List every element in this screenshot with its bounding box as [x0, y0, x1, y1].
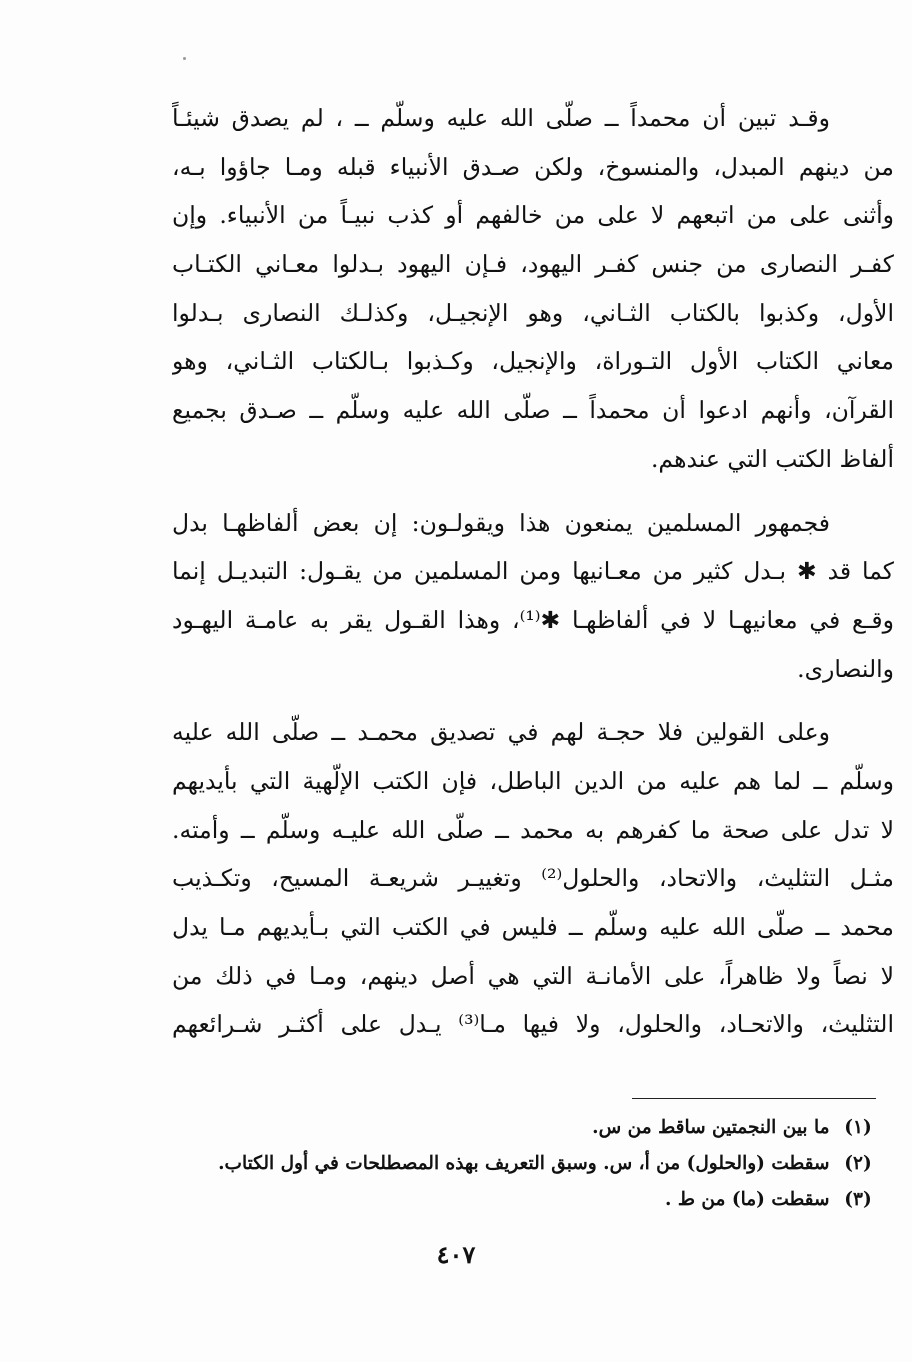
- text-line: وقـع في معانيهـا لا في ألفاظهـا ✱⁽¹⁾، وهذا القـول يقر به عامـة اليهـود: [172, 605, 894, 634]
- text-line: والنصارى.: [797, 654, 894, 683]
- text-line: ألفاظ الكتب التي عندهم.: [650, 444, 894, 473]
- paragraph-2-continued: [172, 547, 894, 693]
- text-line: من دينهم المبدل، والمنسوخ، ولكن صـدق الأنبياء قبله ومـا جاؤوا بـه،: [172, 152, 894, 181]
- text-line: لا تدل على صحة ما كفرهم به محمد ــ صلّى الله عليـه وسلّم ــ وأمته.: [172, 815, 894, 844]
- footnote-number: (٣): [844, 1189, 872, 1210]
- text-line: معاني الكتاب الأول التـوراة، والإنجيل، وكـذبوا بـالكتاب الثـاني، وهو: [172, 347, 894, 376]
- text-line: وسلّم ــ لما هم عليه من الدين الباطل، فإن الكتب الإلّهية التي بأيديهم: [172, 766, 894, 795]
- text-line: لا نصاً ولا ظاهراً، على الأمانـة التي هي أصل دينهم، ومـا في ذلك من: [172, 961, 894, 990]
- footnote-number: (١): [844, 1117, 872, 1138]
- text-line: القرآن، وأنهم ادعوا أن محمداً ــ صلّى الله عليه وسلّم ــ صـدق بجميع: [172, 396, 894, 425]
- text-line: الأول، وكذبوا بالكتاب الثـاني، وهو الإنجيـل، وكذلـك النصارى بـدلوا: [172, 298, 894, 327]
- paragraph-1: [172, 94, 894, 143]
- text-line: كما قد ✱ بـدل كثير من معـانيها ومن المسلمين من يقـول: التبديـل إنما: [172, 557, 894, 586]
- footnote: [172, 1182, 880, 1218]
- footnote-number: (٢): [844, 1153, 872, 1174]
- text-line: وأثنى على من اتبعهم لا على من خالفهم أو كذب نبيـاً من الأنبياء. وإن: [172, 201, 894, 230]
- footnote-text: سقطت (والحلول) من أ، س. وسبق التعريف بهذه المصطلحات في أول الكتاب.: [218, 1153, 830, 1174]
- main-text: [172, 94, 894, 1049]
- text-line: التثليث، والاتحـاد، والحلول، ولا فيها مـا⁽³⁾ يـدل على أكثـر شـرائعهم: [172, 1010, 894, 1039]
- paper-speck: [183, 57, 186, 60]
- text-line: كفـر النصارى من جنس كفـر اليهود، فـإن اليهود بـدلوا معـاني الكتـاب: [172, 250, 894, 279]
- text-line: وعلى القولين فلا حجـة لهم في تصديق محمـد ــ صلّى الله عليه: [172, 718, 830, 747]
- footnote: [172, 1146, 880, 1182]
- footnote-text: سقطت (ما) من ط .: [664, 1189, 830, 1210]
- text-line: محمد ــ صلّى الله عليه وسلّم ــ فليس في الكتب التي بـأيديهم مـا يدل: [172, 913, 894, 941]
- paragraph-1-continued: [172, 143, 894, 484]
- page-number: ٤٠٧: [436, 1240, 476, 1269]
- footnote-text: ما بين النجمتين ساقط من س.: [592, 1117, 830, 1138]
- paragraph-3: [172, 708, 894, 757]
- footnote-divider: [632, 1098, 876, 1099]
- text-line: فجمهور المسلمين يمنعون هذا ويقولـون: إن بعض ألفاظهـا بدل: [172, 508, 830, 537]
- footnotes: [172, 1110, 880, 1218]
- text-line: وقـد تبين أن محمداً ــ صلّى الله عليه وسلّم ــ ، لم يصدق شيئـاً: [172, 104, 830, 132]
- paragraph-3-continued: [172, 757, 894, 1049]
- footnote: [172, 1110, 880, 1146]
- paragraph-2: [172, 499, 894, 548]
- text-line: مثـل التثليث، والاتحاد، والحلول⁽²⁾ وتغييـر شريعـة المسيح، وتكـذيب: [172, 864, 894, 893]
